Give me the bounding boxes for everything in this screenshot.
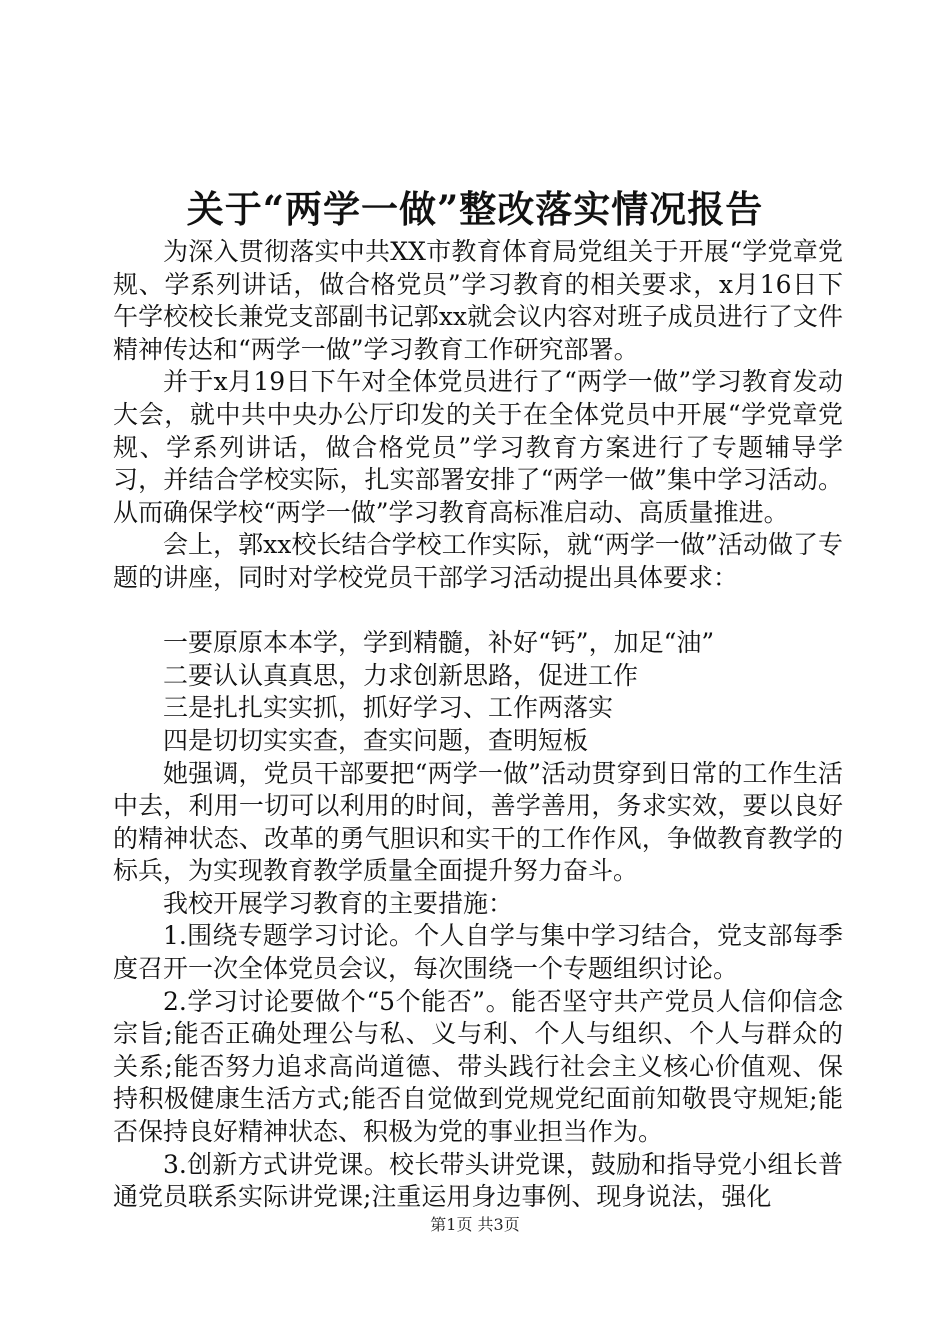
document-body: [113, 236, 843, 1214]
blank-line: [113, 595, 843, 628]
paragraph-measures-heading: 我校开展学习教育的主要措施：: [163, 888, 514, 918]
requirement-item: 二要认认真真思，力求创新思路，促进工作: [163, 660, 639, 690]
page-number-footer: 第1页 共3页: [430, 1215, 520, 1234]
requirement-item: 一要原原本本学，学到精髓，补好“钙”，加足“油”: [163, 628, 715, 658]
requirement-item: 三是扎扎实实抓，抓好学习、工作两落实: [163, 693, 614, 723]
document-title: 关于“两学一做”整改落实情况报告: [186, 187, 764, 231]
paragraph-emphasis: 她强调，党员干部要把“两学一做”活动贯穿到日常的工作生活中去，利用一切可以利用的时间，善学善用，务求实效，要以良好的精神状态、改革的勇气胆识和实干的工作作风，争做教育教学的标兵，为实现教育教学质量全面提升努力奋斗。: [113, 758, 843, 886]
measure-item: 1.围绕专题学习讨论。个人自学与集中学习结合，党支部每季度召开一次全体党员会议，每次围绕一个专题组织讨论。: [113, 921, 843, 984]
requirement-item: 四是切切实实查，查实问题，查明短板: [163, 725, 589, 755]
paragraph-mobilization: 并于x月19日下午对全体党员进行了“两学一做”学习教育发动大会，就中共中央办公厅印发的关于在全体党员中开展“学党章党规、学系列讲话，做合格党员”学习教育方案进行了专题辅导学习，并结合学校实际，扎实部署安排了“两学一做”集中学习活动。从而确保学校“两学一做”学习教育高标准启动、高质量推进。: [113, 367, 843, 527]
paragraph-intro: 为深入贯彻落实中共XX市教育体育局党组关于开展“学党章党规、学系列讲话，做合格党员”学习教育的相关要求，x月16日下午学校校长兼党支部副书记郭xx就会议内容对班子成员进行了文件精神传达和“两学一做”学习教育工作研究部署。: [113, 237, 843, 364]
paragraph-meeting: 会上，郭xx校长结合学校工作实际，就“两学一做”活动做了专题的讲座，同时对学校党员干部学习活动提出具体要求：: [113, 530, 843, 592]
measure-item: 3.创新方式讲党课。校长带头讲党课，鼓励和指导党小组长普通党员联系实际讲党课;注重运用身边事例、现身说法，强化: [113, 1149, 843, 1212]
measure-item: 2.学习讨论要做个“5个能否”。能否坚守共产党员人信仰信念宗旨;能否正确处理公与私、义与利、个人与组织、个人与群众的关系;能否努力追求高尚道德、带头践行社会主义核心价值观、保持积极健康生活方式;能否自觉做到党规党纪面前知敬畏守规矩;能否保持良好精神状态、积极为党的事业担当作为。: [113, 986, 843, 1147]
